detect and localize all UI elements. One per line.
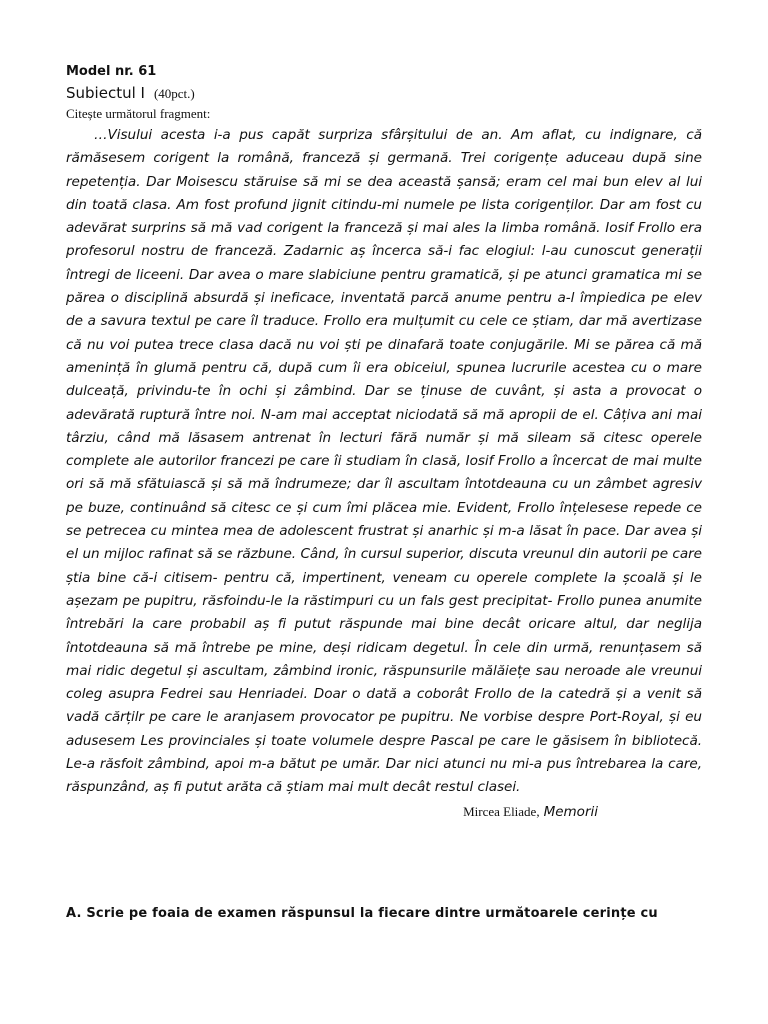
attribution-author: Mircea Eliade, — [463, 803, 540, 819]
reading-instruction: Citește următorul fragment: — [66, 106, 211, 121]
document-page — [66, 62, 702, 921]
subject-heading — [66, 82, 702, 104]
fragment-attribution — [66, 800, 702, 824]
literary-fragment: …Visului acesta i-a pus capăt surpriza sfârșitului de an. Am aflat, cu indignare, că rămăsesem corigent la română, franceză și germană. Trei corigențe aduceau după sine repetenția. Dar Moisescu stăruise să mi se dea această șansă; eram cel mai bun elev al lui din toată clasa. Am fost profund jignit citindu-mi numele pe lista corigenților. Dar am fost cu adevărat surprins să mă vad corigent la franceză și mai ales la limba română. Iosif Frollo era profesorul nostru de franceză. Zadarnic aș încerca să-i fac elogiul: l-au cunoscut generații întregi de liceeni. Dar avea o mare slabiciune pentru gramatică, și pe atunci gramatica mi se părea o disciplină absurdă și ineficace, inventată parcă anume pentru a-l împiedica pe elev de a savura textul pe care îl traduce. Frollo era mulțumit cu cele ce știam, dar mă avertizase că nu voi putea trece clasa dacă nu voi ști pe dinafară toate conjugările. Mi se părea că mă amenință în glumă pentru că, după cum îi era obiceiul, spunea lucrurile acestea cu o mare dulceață, privindu-te în ochi și zâmbind. Dar se ținuse de cuvânt, și asta a provocat o adevărată ruptură între noi. N-am mai acceptat niciodată să mă apropii de el. Câțiva ani mai târziu, când mă lăsasem antrenat în lecturi fără număr și mă sileam să citesc operele complete ale autorilor francezi pe care îi studiam în clasă, Iosif Frollo a încercat de mai multe ori să mă sfătuiască și să mă îndrumeze; dar îl ascultam întotdeauna cu un zâmbet agresiv pe buze, continuând să citesc ce și cum îmi plăcea mie. Evident, Frollo înțelesese repede ce se petrecea cu mintea mea de adolescent frustrat și anarhic și m-a lăsat în pace. Dar avea și el un mijloc rafinat să se răzbune. Când, în cursul superior, discuta vreunul din autorii pe care știa bine că-i citisem- pentru că, impertinent, veneam cu operele complete la școală și le așezam pe pupitru, răsfoindu-le la răstimpuri cu un fals gest precipitat- Frollo punea anumite întrebări la care probabil aș fi putut răspunde mai bine decât oricare altul, dar neglija întotdeauna să mă întrebe pe mine, deși ridicam degetul. În cele din urmă, renunțasem să mai ridic degetul și ascultam, zâmbind ironic, răspunsurile mălăiețe sau neroade ale vreunui coleg asupra Fedrei sau Henriadei. Doar o dată a coborât Frollo de la catedră și a venit să vadă cărțilr pe care le aranjasem provocator pe pupitru. Ne vorbise despre Port-Royal, și eu adusesem Les provinciales și toate volumele despre Pascal pe care le găsisem în bibliotecă. Le-a răsfoit zâmbind, apoi m-a bătut pe umăr. Dar nici atunci nu mi-a pus întrebarea la care, răspunzând, aș fi putut arăta că știam mai mult decât restul clasei. — [66, 127, 702, 796]
model-title: Model nr. 61 — [66, 64, 157, 79]
subject-title: Subiectul I — [66, 84, 145, 102]
attribution-work: Memorii — [543, 803, 598, 820]
subject-points: (40pct.) — [153, 86, 195, 101]
task-heading: A. Scrie pe foaia de examen răspunsul la fiecare dintre următoarele cerințe cu — [66, 906, 658, 921]
